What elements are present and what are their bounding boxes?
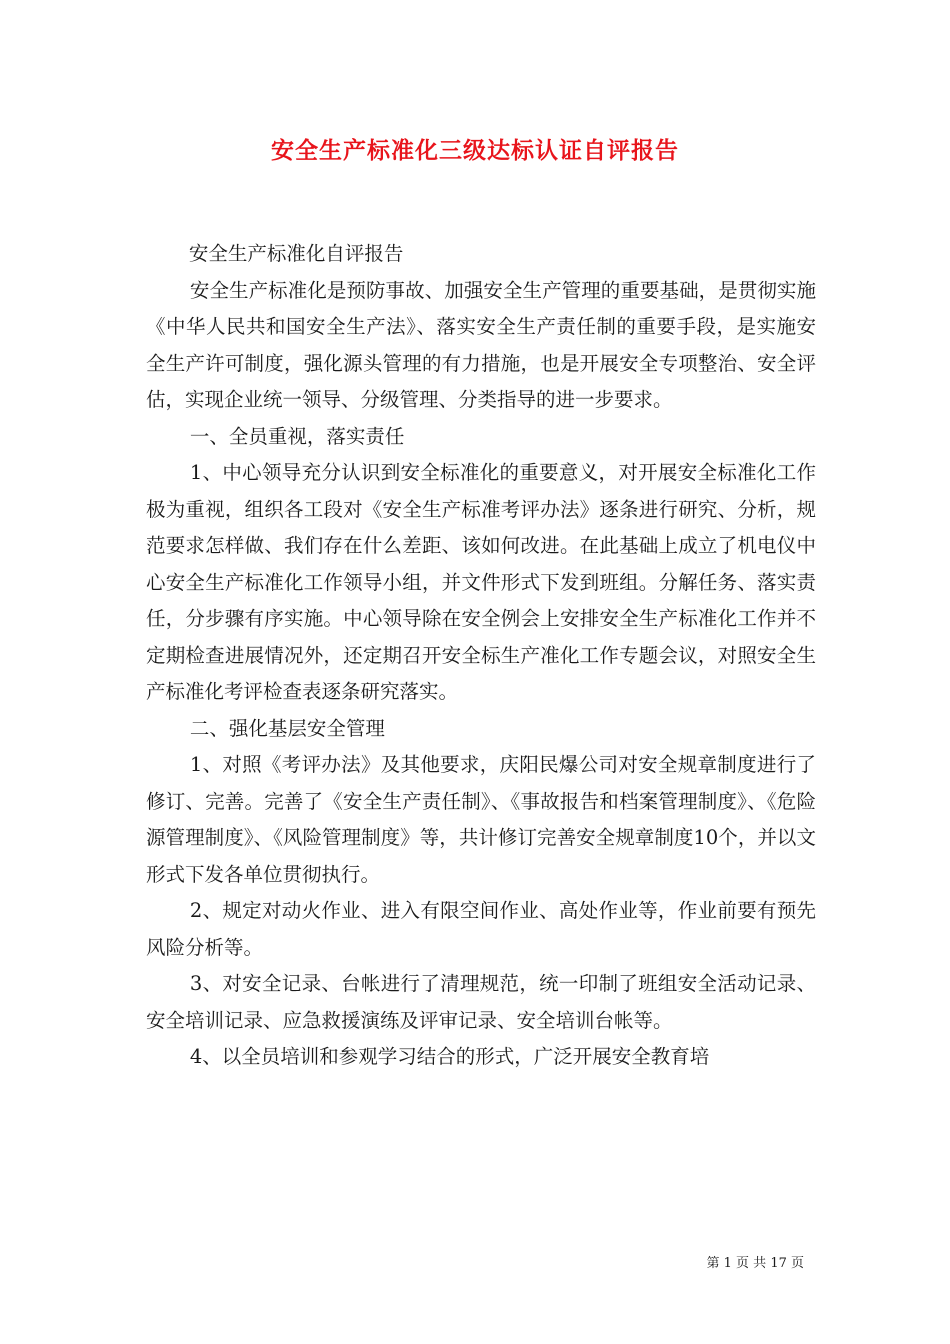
section-heading-2: 二、强化基层安全管理	[189, 716, 385, 740]
page-number-footer: 第 1 页 共 17 页	[706, 1256, 804, 1271]
report-subtitle: 安全生产标准化自评报告	[188, 242, 404, 265]
section-2-item-2: 2、规定对动火作业、进入有限空间作业、高处作业等，作业前要有预先风险分析等。	[146, 899, 816, 959]
section-1-item-1: 1、中心领导充分认识到安全标准化的重要意义，对开展安全标准化工作极为重视，组织各工段对《安全生产标准考评办法》逐条进行研究、分析，规范要求怎样做、我们存在什么差距、该如何改进。在此基础上成立了机电仪中心安全生产标准化工作领导小组，并文件形式下发到班组。分解任务、落实责任，分步骤有序实施。中心领导除在安全例会上安排安全生产标准化工作并不定期检查进展情况外，还定期召开安全标生产准化工作专题会议，对照安全生产标准化考评检查表逐条研究落实。	[146, 461, 816, 703]
section-2-item-3: 3、对安全记录、台帐进行了清理规范，统一印制了班组安全活动记录、安全培训记录、应急救援演练及评审记录、安全培训台帐等。	[146, 972, 816, 1032]
intro-paragraph: 安全生产标准化是预防事故、加强安全生产管理的重要基础，是贯彻实施《中华人民共和国安全生产法》、落实安全生产责任制的重要手段，是实施安全生产许可制度，强化源头管理的有力措施，也是开展安全专项整治、安全评估，实现企业统一领导、分级管理、分类指导的进一步要求。	[146, 278, 816, 411]
document-title: 安全生产标准化三级达标认证自评报告	[271, 137, 679, 164]
section-2-item-1: 1、对照《考评办法》及其他要求，庆阳民爆公司对安全规章制度进行了修订、完善。完善了《安全生产责任制》、《事故报告和档案管理制度》、《危险源管理制度》、《风险管理制度》等，共计修订完善安全规章制度10个，并以文形式下发各单位贯彻执行。	[146, 753, 816, 886]
section-2-item-4: 4、以全员培训和参观学习结合的形式，广泛开展安全教育培	[189, 1045, 710, 1068]
section-heading-1: 一、全员重视，落实责任	[189, 424, 405, 448]
document-body	[146, 236, 816, 1076]
